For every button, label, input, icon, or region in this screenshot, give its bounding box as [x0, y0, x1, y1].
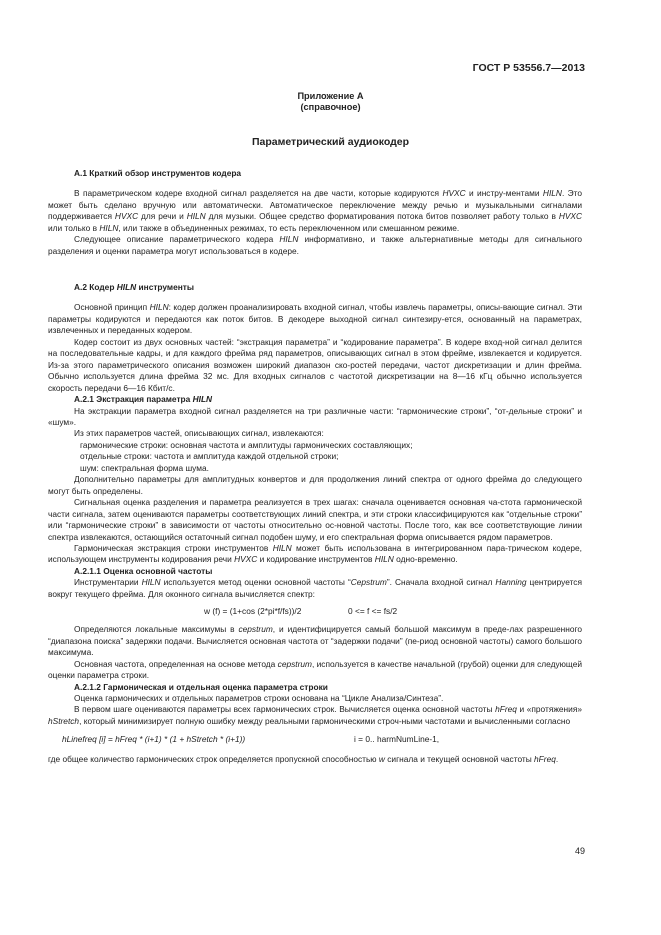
subsection-heading: А.2.1 Экстракция параметра HILN: [74, 394, 213, 405]
section-a2: [48, 282, 582, 766]
formula-condition: i = 0.. harmNumLine-1,: [354, 734, 440, 745]
paragraph: Дополнительно параметры для амплитудных конвертов и для продолжения линий спектра от одного фрейма до следующего могут быть определены.: [48, 474, 582, 496]
paragraph: Кодер состоит из двух основных частей: “экстракция параметра” и “кодирование параметра”. В кодере вход-ной сигнал делится на последовательные кадры, и для каждого фрейма ряд параметров, описывающих сигнал в этом фрейме, извлекается и кодируется. Из-за этого параметрического описания возможен широкий диапазон ско-ростей передачи, частот дискретизации и длин фрейма. Обычно используется длина фрейма 32 мс. Для входных сигналов с частотой дискретизации на 8—16 кГц обычно используется скорость передачи 6—16 Кбит/с.: [48, 336, 582, 393]
standard-number: ГОСТ Р 53556.7—2013: [472, 62, 585, 74]
appendix-title: Приложение А: [297, 91, 364, 101]
page-number: 49: [574, 846, 585, 856]
list-item: отдельные строки: частота и амплитуда каждой отдельной строки;: [80, 451, 339, 462]
paragraph: На экстракции параметра входной сигнал разделяется на три различные части: “гармонические строки”, “от-дельные строки” и «шум».: [48, 405, 582, 427]
paragraph: Оценка гармонических и отдельных параметров строки основана на “Цикле Анализа/Синтеза”.: [74, 692, 444, 703]
formula-harmonic: [48, 734, 582, 748]
subsection-heading: А.2.1.1 Оценка основной частоты: [74, 565, 213, 576]
paragraph: В параметрическом кодере входной сигнал разделяется на две части, которые кодируются HVXC и инстру-ментами HILN. Это может быть сделано вручную или автоматически. Автоматическое переключение между речью и музыкальными сигналами поддерживается HVXC для речи и HILN для музыки. Общее средство форматирования потока битов позволяет работу только в HVXC или только в HILN, или также в объединенных режимах, то есть переключенном или смешанном режиме.: [48, 188, 583, 233]
section-heading: А.2 Кодер HILN инструменты: [74, 282, 194, 292]
paragraph: Следующее описание параметрического кодера HILN информативно, и также альтернативные методы для сигнального разделения и оценки параметра могут использоваться в кодере.: [48, 234, 582, 256]
list-item: шум: спектральная форма шума.: [80, 462, 209, 473]
paragraph: Сигнальная оценка разделения и параметра реализуется в трех шагах: сначала оценивается основная ча-стота гармонической части сигнала, затем оцениваются параметры соответствующих линий спектра, и эти строки классифицируются как “отдельные строки” или “гармонические строки” в зависимости от частоты относительно ос-новной частоты. После того, как все соответствующие линии спектра извлекаются, остающийся остаточный сигнал подобен шуму, и его спектральная форма описывается рядом параметров.: [48, 497, 582, 542]
paragraph: где общее количество гармонических строк определяется пропускной способностью w сигнала и текущей основной частоты hFreq.: [48, 754, 559, 765]
paragraph: Определяются локальные максимумы в cepstrum, и идентифицируется самый большой максимум в преде-лах разрешенного “диапазона поиска” задержки подачи. Вычисляется основная частота от “задержки подачи” (пе-риод основной частоты) самого большого максимума.: [48, 624, 582, 658]
paragraph: Основной принцип HILN: кодер должен проанализировать входной сигнал, чтобы извлечь параметры, описы-вающие сигнал. Эти параметры кодируются и передаются как поток битов. В декодере выходной сигнал синтезиру-ется, основанный на параметрах, извлеченных и переданных кодером.: [48, 302, 582, 336]
section-heading: А.1 Краткий обзор инструментов кодера: [74, 168, 242, 178]
formula-window: [48, 606, 582, 620]
formula-condition: 0 <= f <= fs/2: [348, 606, 398, 617]
paragraph: В первом шаге оцениваются параметры всех гармонических строк. Вычисляется оценка основной частоты hFreq и «протяжения» hStretch, который минимизирует полную ошибку между реальными гармоническими строч-ными частотами и вычисленными согласно: [48, 704, 582, 726]
document-title: Параметрический аудиокодер: [251, 136, 410, 148]
paragraph: Из этих параметров частей, описывающих сигнал, извлекаются:: [74, 428, 324, 439]
subsection-heading: А.2.1.2 Гармоническая и отдельная оценка параметра строки: [74, 681, 328, 692]
formula-expression: w (f) = (1+cos (2*pi*f/fs))/2: [204, 606, 302, 617]
formula-expression: hLinefreq [i] = hFreq * (i+1) * (1 + hStretch * (i+1)): [62, 734, 246, 745]
paragraph: Инструментарии HILN используется метод оценки основной частоты “Cepstrum”. Сначала входной сигнал Hanning центрируется вокруг текущего фрейма. Для оконного сигнала вычисляется спектр:: [48, 577, 583, 599]
paragraph: Основная частота, определенная на основе метода cepstrum, используется в качестве начальной (грубой) оценки для следующей оценки параметра строки.: [48, 658, 583, 681]
section-a1: [48, 168, 582, 257]
list-item: гармонические строки: основная частота и амплитуды гармонических составляющих;: [80, 439, 413, 450]
paragraph: Гармоническая экстракция строки инструментов HILN может быть использована в интегрированном пара-трическом кодере, использующем инструменты кодирования речи HVXC и кодирование инструментов HILN одно-временно.: [48, 542, 582, 565]
appendix-kind: (справочное): [300, 102, 361, 112]
